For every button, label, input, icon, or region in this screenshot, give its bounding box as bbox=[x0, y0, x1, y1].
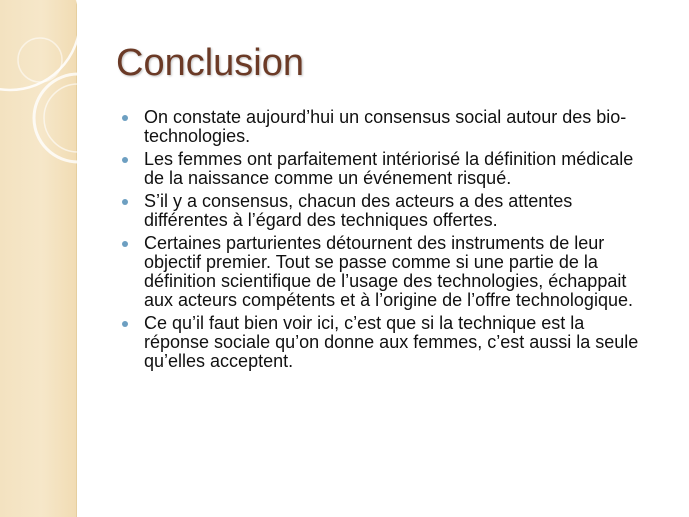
bullet-dot-icon bbox=[122, 157, 128, 163]
bullet-list bbox=[116, 108, 646, 375]
bullet-item bbox=[116, 150, 646, 188]
decorative-circle-inner bbox=[44, 84, 112, 152]
bullet-text: Les femmes ont parfaitement intériorisé la définition médicale de la naissance comme un événement risqué. bbox=[144, 149, 634, 188]
bullet-text: Ce qu’il faut bien voir ici, c’est que si la technique est la réponse sociale qu’on donne aux femmes, c’est aussi la seule qu’elles acceptent. bbox=[144, 313, 639, 371]
slide-title: Conclusion bbox=[116, 42, 304, 84]
bullet-dot-icon bbox=[122, 321, 128, 327]
bullet-dot-icon bbox=[122, 199, 128, 205]
bullet-item bbox=[116, 192, 646, 230]
decorative-circle-medium bbox=[34, 74, 122, 162]
bullet-dot-icon bbox=[122, 115, 128, 121]
bullet-item bbox=[116, 314, 646, 371]
bullet-item bbox=[116, 234, 646, 310]
decorative-circle-small bbox=[18, 38, 62, 82]
bullet-text: Certaines parturientes détournent des instruments de leur objectif premier. Tout se passe comme si une partie de la définition scientifique de l’usage des technologies, échappait aux acteurs compétents et à l’origine de l’offre technologique. bbox=[144, 233, 633, 310]
bullet-item bbox=[116, 108, 646, 146]
bullet-text: S’il y a consensus, chacun des acteurs a des attentes différentes à l’égard des techniques offertes. bbox=[144, 191, 573, 230]
bullet-text: On constate aujourd’hui un consensus social autour des bio-technologies. bbox=[144, 107, 627, 146]
bullet-dot-icon bbox=[122, 241, 128, 247]
